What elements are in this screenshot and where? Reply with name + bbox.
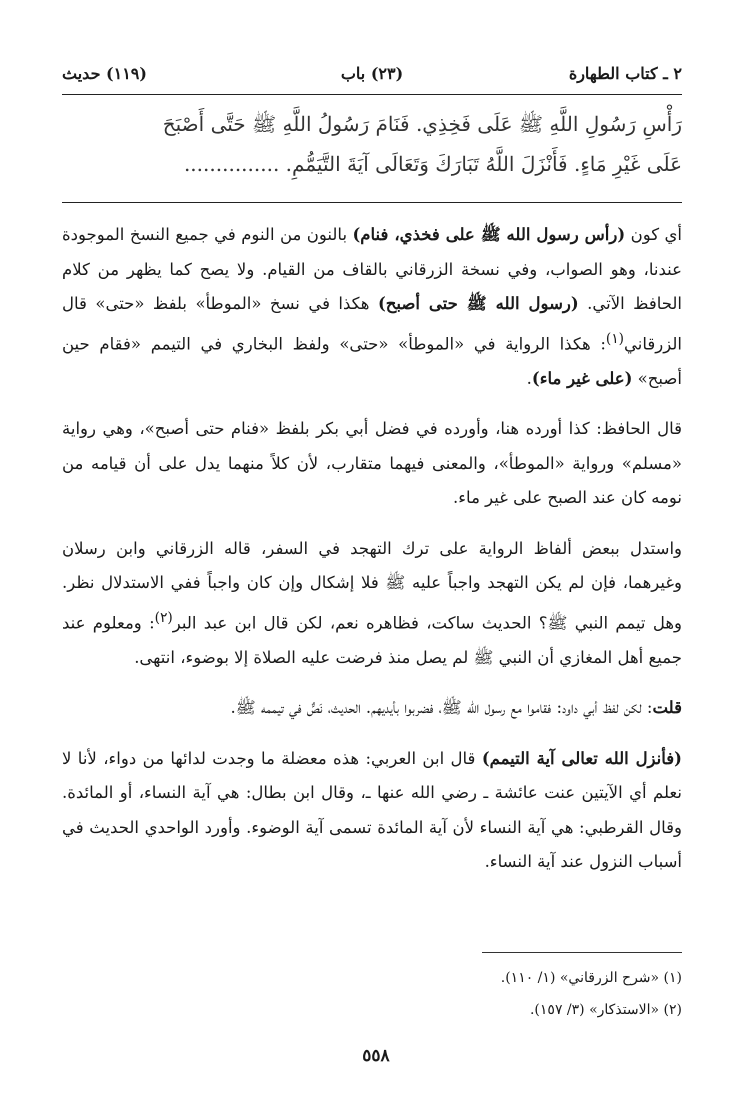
chapter-label: (٢٣) باب (340, 64, 404, 83)
paragraph: (فأنزل الله تعالى آية التيمم) قال ابن العربي: هذه معضلة ما وجدت لدائها من دواء، لأنا لا نعلم أي الآيتين عنت عائشة ـ رضي الله عنها ـ، وقال ابن بطال: هي آية النساء، أو المائدة. وقال القرطبي: هي آية النساء لأن آية المائدة تسمى آية الوضوء. وأورد الواحدي الحديث في أسباب النزول عند آية النساء. (62, 748, 682, 871)
paragraph: واستدل ببعض ألفاظ الرواية على ترك التهجد في السفر، قاله الزرقاني وابن رسلان وغيرهما، فإن لم يكن التهجد واجباً عليه ﷺ فلا إشكال وإن كان واجباً ففي الاستدلال نظر. وهل تيمم النبي ﷺ؟ الحديث ساكت، فظاهره نعم، لكن قال ابن عبد البر$^{(٢)}$: ومعلوم عند جميع أهل المغازي أن النبي ﷺ لم يصل منذ فرضت عليه الصلاة إلا بوضوء، انتهى. (62, 538, 682, 667)
hadith-number: (١١٩) حديث (62, 64, 147, 83)
quoted-text: (رسول الله ﷺ حتى أصبح) (377, 294, 579, 313)
hadith-line: رَأْسِ رَسُولِ اللَّهِ ﷺ عَلَى فَخِذِي. فَنَامَ رَسُولُ اللَّهِ ﷺ حَتَّى أَصْبَحَ (162, 112, 682, 136)
paragraph: أي كون (رأس رسول الله ﷺ على فخذي، فنام) بالنون من النوم في جميع النسخ الموجودة عندنا، وهو الصواب، وفي نسخة الزرقاني بالقاف من القيام. ولا يصح كما يظهر من كلام الحافظ الآتي. (رسول الله ﷺ حتى أصبح) هكذا في نسخ «الموطأ» بلفظ «حتى» قال الزرقاني$^{(١)}$: هكذا الرواية في «الموطأ» «حتى» ولفظ البخاري في التيمم «فقام حين أصبح» (على غير ماء). (62, 225, 683, 388)
paragraph: قال الحافظ: كذا أورده هنا، وأورده في فضل أبي بكر بلفظ «فنام حتى أصبح»، وهي رواية «مسلم» ورواية «الموطأ»، والمعنى فيهما متقارب، لأن كلاً منهما يدل على أن قيامه من نومه كان عند الصبح على غير ماء. (62, 419, 682, 507)
footnotes (62, 962, 682, 1026)
footnote-ref: (١) (605, 330, 625, 347)
section-rule (62, 202, 682, 203)
book-title: ٢ ـ كتاب الطهارة (568, 64, 682, 83)
quoted-text: (رأس رسول الله ﷺ على فخذي، فنام) (352, 225, 626, 244)
footnote-rule (482, 952, 682, 953)
commentary (62, 218, 682, 896)
hadith-text (62, 104, 682, 184)
footnote-ref: (٢) (154, 609, 173, 626)
page-number: ٥٥٨ (362, 1046, 390, 1066)
footnote: (٢) «الاستذكار» (٣/ ١٥٧). (529, 1002, 682, 1018)
footnote: (١) «شرح الزرقاني» (١/ ١١٠). (500, 970, 682, 986)
running-header (62, 64, 682, 90)
header-rule (62, 94, 682, 95)
quoted-text: (فأنزل الله تعالى آية التيمم) (481, 748, 682, 768)
quoted-text: قلت (652, 698, 682, 717)
paragraph: قلت: لكن لفظ أبي داود: فقاموا مع رسول الله ﷺ، فضربوا بأيديهم. الحديث، نَصٌّ في تيممه ﷺ. (230, 698, 682, 717)
quoted-text: (على غير ماء) (531, 368, 633, 388)
hadith-line: عَلَى غَيْرِ مَاءٍ. فَأَنْزَلَ اللَّهُ تَبَارَكَ وَتَعَالَى آيَةَ التَّيَمُّمِ. ............... (183, 152, 682, 176)
